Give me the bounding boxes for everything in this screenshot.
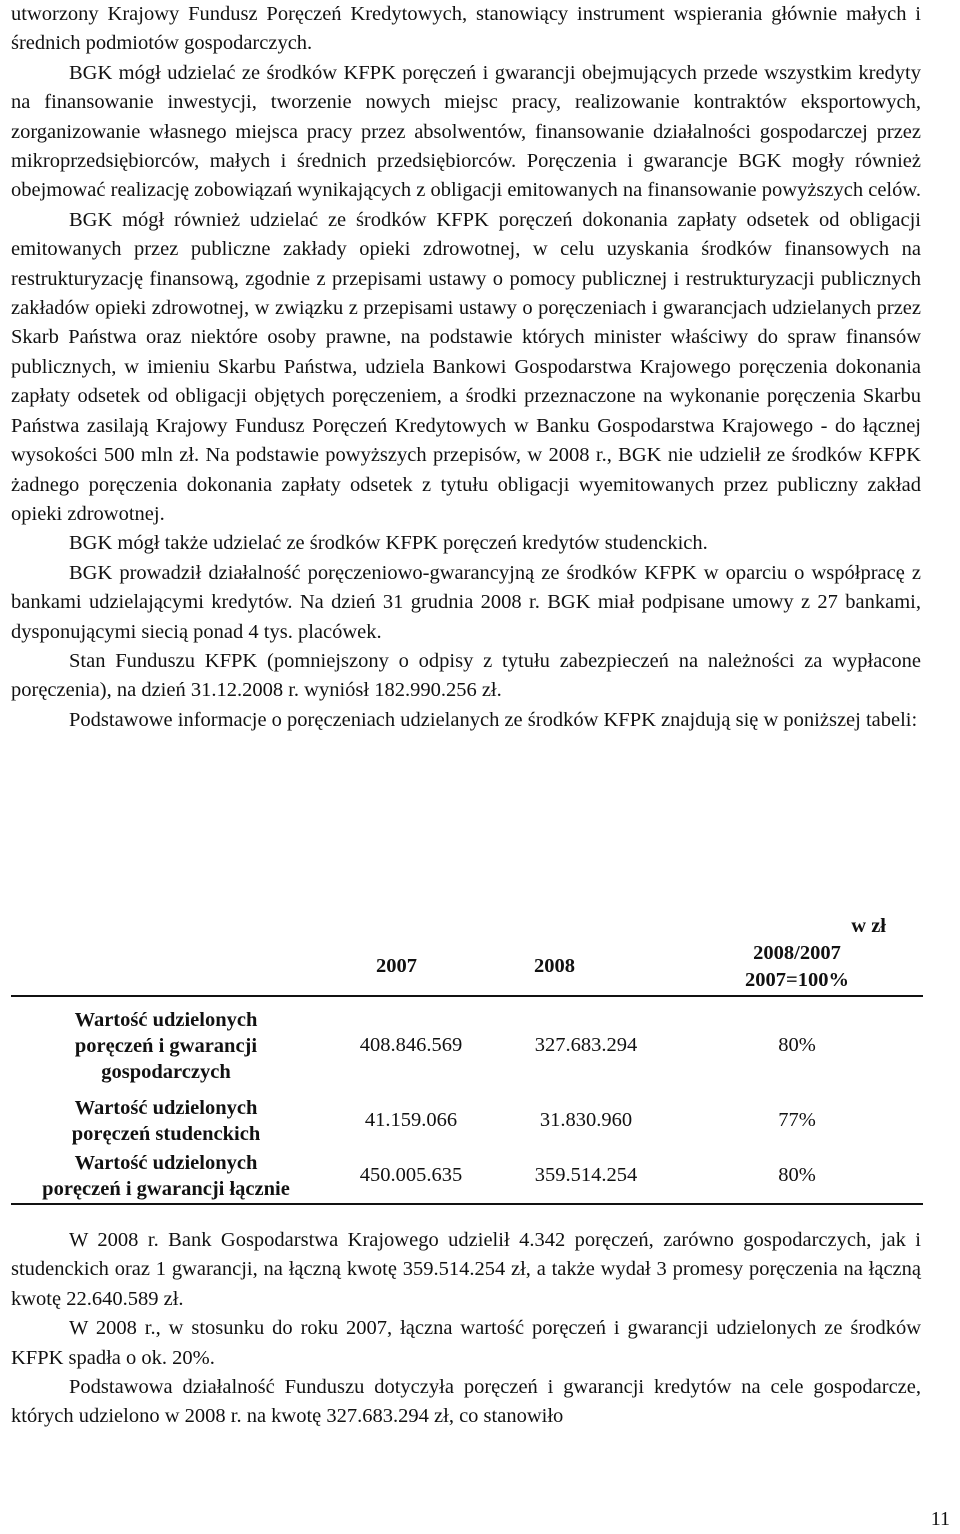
paragraph: BGK mógł także udzielać ze środków KFPK poręczeń kredytów studenckich. [69,532,708,555]
table-row [11,1148,923,1204]
header-2007: 2007 [321,938,501,996]
row-label: Wartość udzielonych poręczeń studenckich [71,1097,261,1145]
cell-2008: 31.830.960 [539,1109,633,1132]
header-ratio-line2: 2007=100% [745,968,849,991]
cell-2008: 327.683.294 [534,1033,638,1056]
page-body [11,0,921,735]
page-number: 11 [930,1508,950,1530]
paragraph: utworzony Krajowy Fundusz Poręczeń Kredytowych, stanowiący instrument wspierania głównie małych i średnich podmiotów gospodarczych. [11,3,921,55]
paragraph: BGK prowadził działalność poręczeniowo-gwarancyjną ze środków KFPK w oparciu o współpracę z bankami udzielającymi kredytów. Na dzień 31 grudnia 2008 r. BGK miał podpisane umowy z 27 bankami, dysponującymi siecią ponad 4 tys. placówek. [11,561,921,643]
cell-ratio: 77% [778,1109,816,1132]
table-row [11,996,923,1094]
cell-ratio: 80% [778,1033,816,1056]
paragraph: Podstawowe informacje o poręczeniach udzielanych ze środków KFPK znajdują się w poniższej tabeli: [69,708,918,731]
row-label: Wartość udzielonych poręczeń i gwarancji gospodarczych [74,1008,258,1083]
paragraph: Stan Funduszu KFPK (pomniejszony o odpisy z tytułu zabezpieczeń na należności za wypłacone poręczenia), na dzień 31.12.2008 r. wyniósł 182.990.256 zł. [11,649,921,702]
paragraph: W 2008 r., w stosunku do roku 2007, łączna wartość poręczeń i gwarancji udzielonych ze środków KFPK spadła o ok. 20%. [11,1317,921,1369]
table-row [11,1094,923,1148]
guarantee-table [11,938,923,1205]
header-ratio [671,938,923,996]
paragraph: W 2008 r. Bank Gospodarstwa Krajowego udzielił 4.342 poręczeń, zarówno gospodarczych, jak i studenckich oraz 1 gwarancji, na łączną kwotę 359.514.254 zł, a także wydał 3 promesy poręczenia na łączną kwotę 22.640.589 zł. [11,1229,921,1310]
table-header-row [11,938,923,996]
cell-2007: 41.159.066 [364,1109,458,1132]
cell-2007: 450.005.635 [321,1148,501,1204]
cell-ratio: 80% [671,1148,923,1204]
header-ratio-line1: 2008/2007 [753,941,841,964]
paragraph: BGK mógł udzielać ze środków KFPK poręczeń i gwarancji obejmujących przede wszystkim kredyty na finansowanie inwestycji, tworzenie nowych miejsc pracy, realizowanie kontraktów eksportowych, zorganizowanie własnego miejsca pracy przez absolwentów, finansowanie działalności gospodarczej przez mikroprzedsiębiorców, małych i średnich przedsiębiorców. Poręczenia i gwarancje BGK mogły również obejmować realizację zobowiązań wynikających z obligacji emitowanych na finansowanie powyższych celów. [11,61,921,202]
unit-label: w zł [851,915,886,937]
row-label: Wartość udzielonych poręczeń i gwarancji łącznie [11,1148,321,1204]
cell-2007: 408.846.569 [359,1033,463,1056]
cell-2008: 359.514.254 [501,1148,671,1204]
header-2008: 2008 [501,938,671,996]
paragraph: Podstawowa działalność Funduszu dotyczyła poręczeń i gwarancji kredytów na cele gospodarcze, których udzielono w 2008 r. na kwotę 327.683.294 zł, co stanowiło [11,1376,921,1428]
after-table-text [11,1226,921,1432]
paragraph: BGK mógł również udzielać ze środków KFPK poręczeń dokonania zapłaty odsetek od obligacji emitowanych przez publiczne zakłady opieki zdrowotnej, w celu uzyskania środków finansowych na restrukturyzację finansową, zgodnie z przepisami ustawy o pomocy publicznej i restrukturyzacji publicznych zakładów opieki zdrowotnej, w związku z przepisami ustawy o poręczeniach i gwarancjach udzielanych przez Skarb Państwa oraz niektóre osoby prawne, na podstawie których minister właściwy do spraw finansów publicznych, w imieniu Skarbu Państwa, udziela Bankowi Gospodarstwa Krajowego poręczenia dokonania zapłaty odsetek od obligacji objętych poręczeniem, a środki przeznaczone na wykonanie poręczenia Skarbu Państwa zasilają Krajowy Fundusz Poręczeń Kredytowych w Banku Gospodarstwa Krajowego - do łącznej wysokości 500 mln zł. Na podstawie powyższych przepisów, w 2008 r., BGK nie udzielił ze środków KFPK żadnego poręczenia dokonania zapłaty odsetek z tytułu obligacji wyemitowanych przez publiczny zakład opieki zdrowotnej. [11,208,921,525]
